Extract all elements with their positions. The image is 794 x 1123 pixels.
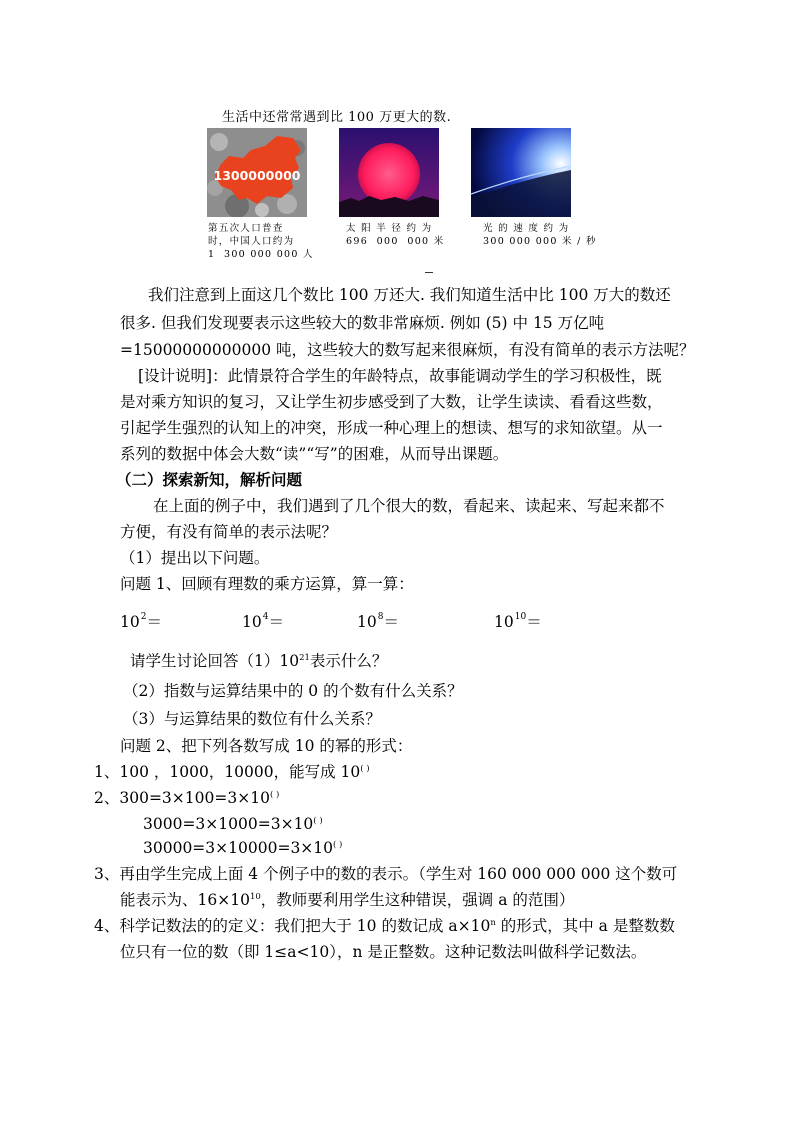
list-item-text: 3000=3×1000=3×10 — [143, 815, 314, 833]
list-item — [143, 814, 323, 837]
design-note-line: 系列的数据中体会大数“读”“写”的困难，从而导出课题。 — [120, 445, 509, 463]
definition-line: 位只有一位的数（即 1≤a<10），n 是正整数。这种记数法叫做科学记数法。 — [120, 943, 647, 961]
equals-sign: ＝ — [383, 613, 399, 631]
blank-exponent: ( ) — [333, 840, 343, 850]
exponent-21: 21 — [299, 653, 310, 663]
power-expression — [357, 610, 399, 632]
list-item-text: 能表示为、16×10 — [120, 891, 250, 909]
light-photo — [471, 128, 571, 217]
design-note-line: 引起学生强烈的认知上的冲突，形成一种心理上的想读、想写的求知欲望。从一 — [120, 419, 663, 437]
photo3-caption: 光 的 速 度 约 为 300 000 000 米 / 秒 — [483, 223, 597, 247]
list-item-text: 1、100 ，1000，10000，能写成 10 — [94, 763, 361, 781]
power-expression — [120, 610, 162, 632]
blank-exponent: ( ) — [360, 764, 370, 774]
power-exponent: 10 — [514, 612, 527, 622]
divider-dash — [425, 272, 433, 273]
list-item-text: 2、300=3×100=3×10 — [94, 789, 270, 807]
sun-photo — [339, 128, 439, 217]
equals-sign: ＝ — [146, 613, 162, 631]
power-expression — [242, 610, 284, 632]
question1-suffix: 表示什么？ — [309, 652, 388, 670]
list-item — [143, 838, 342, 861]
china-map-photo — [207, 128, 307, 217]
paragraph-line: 很多. 但我们发现要表示这些较大的数非常麻烦. 例如 (5) 中 15 万亿吨 — [120, 314, 605, 332]
question-line: （2）指数与运算结果中的 0 的个数有什么关系？ — [123, 682, 463, 700]
definition-text: 的形式，其中 a 是整数数 — [495, 917, 675, 935]
blank-exponent: ( ) — [269, 790, 280, 800]
design-note-line: [设计说明]：此情景符合学生的年龄特点，故事能调动学生的学习积极性，既 — [138, 367, 662, 385]
exponent-10: 10 — [249, 892, 261, 902]
list-item — [94, 788, 279, 811]
power-exponent: 2 — [140, 612, 147, 622]
figure-caption: 生活中还常常遇到比 100 万更大的数. — [222, 110, 452, 125]
equals-sign: ＝ — [526, 613, 542, 631]
list-item: 3、再由学生完成上面 4 个例子中的数的表示。（学生对 160 000 000 000 这个数可 — [94, 865, 678, 883]
equals-sign: ＝ — [268, 613, 284, 631]
definition-line — [94, 916, 675, 939]
paragraph-line: 方便，有没有简单的表示法呢？ — [120, 523, 338, 541]
paragraph-line: （1）提出以下问题。 — [120, 549, 270, 567]
power-base: 10 — [242, 613, 262, 631]
photo1-caption: 第五次人口普查 时，中国人口约为 1 300 000 000 人 — [208, 223, 314, 260]
question-line — [130, 651, 387, 674]
list-item — [94, 762, 370, 785]
power-base: 10 — [494, 613, 514, 631]
question1-heading: 问题 1、回顾有理数的乘方运算，算一算： — [120, 575, 414, 593]
list-item-text: 30000=3×10000=3×10 — [143, 839, 334, 857]
power-exponent: 4 — [262, 612, 269, 622]
exponent-n: n — [490, 918, 496, 928]
question2-heading: 问题 2、把下列各数写成 10 的幂的形式： — [120, 737, 413, 755]
design-note-line: 是对乘方知识的复习，又让学生初步感受到了大数，让学生读读、看看这些数， — [120, 393, 663, 411]
list-item-continued — [120, 890, 574, 913]
paragraph-line: 我们注意到上面这几个数比 100 万还大. 我们知道生活中比 100 万大的数还 — [148, 286, 671, 304]
question-line: （3）与运算结果的数位有什么关系？ — [123, 710, 381, 728]
definition-text: 4、科学记数法的的定义：我们把大于 10 的数记成 a×10 — [94, 917, 491, 935]
blank-exponent: ( ) — [313, 816, 323, 826]
power-base: 10 — [120, 613, 140, 631]
section-heading: （二）探索新知，解析问题 — [116, 470, 303, 489]
list-item-text: ，教师要利用学生这种错误，强调 a 的范围） — [260, 891, 575, 909]
power-exponent: 8 — [377, 612, 384, 622]
paragraph-line: =15000000000000 吨，这些较大的数写起来很麻烦，有没有简单的表示方法呢？ — [120, 341, 695, 359]
paragraph-line: 在上面的例子中，我们遇到了几个很大的数，看起来、读起来、写起来都不 — [153, 497, 665, 515]
photo2-caption: 太 阳 半 径 约 为 696 000 000 米 — [346, 223, 445, 247]
power-base: 10 — [357, 613, 377, 631]
map-number-text: 1300000000 — [213, 168, 301, 183]
power-expression — [494, 610, 542, 632]
question1-prefix: 请学生讨论回答（1）10 — [130, 652, 300, 670]
